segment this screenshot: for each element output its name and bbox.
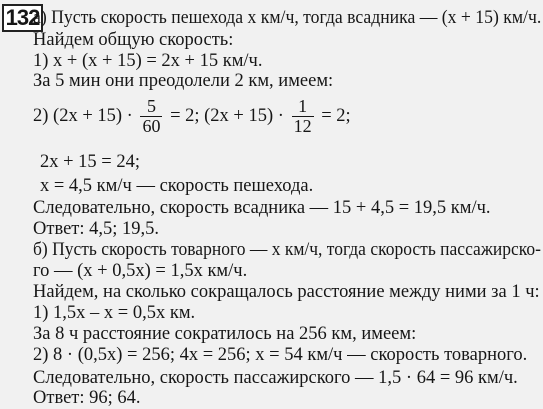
text-line-15: 2) 8 · (0,5x) = 256; 4x = 256; x = 54 км/ч — скорость товарного. (33, 345, 528, 366)
text-line-13: 1) 1,5x – x = 0,5x км. (33, 302, 196, 323)
equation-part-3: = 2; (321, 106, 351, 127)
text-line-2: Найдем общую скорость: (33, 29, 234, 50)
text-line-4: За 5 мин они преодолели 2 км, имеем: (33, 71, 334, 92)
text-line-6: 2x + 15 = 24; (40, 152, 141, 173)
fraction-numerator: 5 (140, 97, 162, 117)
text-line-12: Найдем, на сколько сокращалось расстояние между ними за 1 ч: (33, 281, 540, 302)
text-line-16: Следовательно, скорость пассажирского — 1,5 · 64 = 96 км/ч. (33, 368, 518, 389)
equation-line-fractions (33, 97, 351, 136)
text-line-10: б) Пусть скорость товарного — x км/ч, тогда скорость пассажирско- (33, 240, 542, 261)
fraction-denominator: 12 (293, 116, 312, 137)
text-line-17: Ответ: 96; 64. (33, 388, 141, 409)
fraction-5-over-60 (140, 97, 162, 136)
equation-part-2: = 2; (2x + 15) · (170, 106, 284, 127)
fraction-denominator: 60 (142, 116, 161, 137)
equation-part-1: 2) (2x + 15) · (33, 106, 133, 127)
fraction-numerator: 1 (292, 97, 314, 117)
text-line-7: x = 4,5 км/ч — скорость пешехода. (40, 175, 314, 196)
fraction-1-over-12 (292, 97, 314, 136)
text-line-14: За 8 ч расстояние сократилось на 256 км, имеем: (33, 323, 417, 344)
text-line-3: 1) x + (x + 15) = 2x + 15 км/ч. (33, 50, 263, 71)
text-line-11: го — (x + 0,5x) = 1,5x км/ч. (33, 261, 248, 282)
text-line-1: а) Пусть скорость пешехода x км/ч, тогда всадника — (x + 15) км/ч. (33, 8, 542, 28)
problem-number-badge: 132 (2, 4, 43, 32)
text-line-8: Следовательно, скорость всадника — 15 + 4,5 = 19,5 км/ч. (33, 198, 491, 219)
text-line-9: Ответ: 4,5; 19,5. (33, 219, 160, 240)
